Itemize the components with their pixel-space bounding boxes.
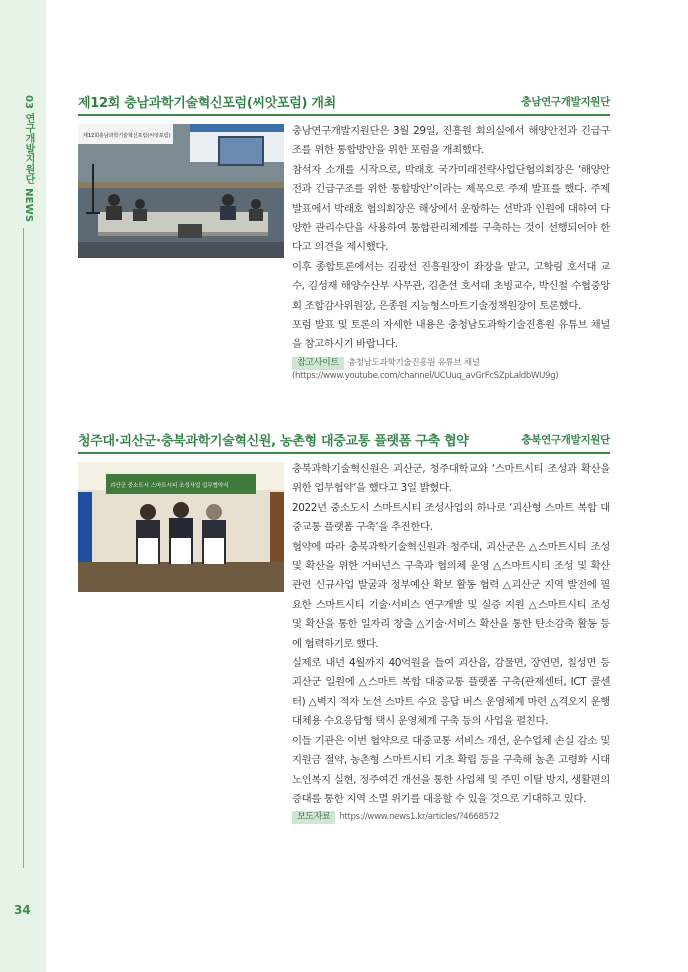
article-body bbox=[292, 460, 610, 824]
paragraph: 협약에 따라 충북과학기술혁신원과 청주대, 괴산군은 △스마트시티 조성 및 확산을 위한 거버넌스 구축과 협의체 운영 △스마트시티 조성 및 확산 관련 신규사업 발굴과 정부예산 확보 활동 협력 △괴산군 지역 발전에 필요한 스마트시티 기술·서비스 연구개발 및 실증 지원 △스마트시티 조성 및 확산을 통한 일자리 창출 △기술·서비스 확산을 통한 탄소감축 활동 등에 협력하기로 했다. bbox=[292, 540, 610, 650]
page-number: 34 bbox=[14, 903, 31, 917]
paragraph: 포럼 발표 및 토론의 자세한 내용은 충청남도과학기술진흥원 유튜브 채널을 참고하시기 바랍니다. bbox=[292, 319, 610, 351]
article-org: 충남연구개발지원단 bbox=[521, 96, 610, 108]
reference-tag: 참고사이트 bbox=[292, 357, 344, 370]
side-divider bbox=[23, 228, 24, 868]
article-agreement bbox=[78, 430, 610, 823]
paragraph: 실제로 내년 4월까지 40억원을 들여 괴산읍, 감물면, 장연면, 칠성면 등 괴산군 일원에 △스마트 복합 대중교통 플랫폼 구축(관제센터, ICT 콜센터) △벽지 적자 노선 스마트 수요 응답 버스 운영체계 마련 △격오지 운행 대체용 수요응답형 택시 운영체계 구축 등의 사업을 펼친다. bbox=[292, 657, 610, 728]
article-body bbox=[292, 122, 610, 383]
paragraph: 참석자 소개를 시작으로, 박래호 국가미래전략사업단협의회장은 ‘해양안전과 긴급구조를 위한 통합방안’이라는 제목으로 주제 발표를 했다. 주제발표에서 박래호 협의회장은 해상에서 운항하는 선박과 인원에 대하여 다양한 관리수단을 사용하여 통합관리체계를 구축하는 것이 선행되어야 한다고 의견을 제시했다. bbox=[292, 163, 610, 254]
article-title: 제12회 충남과학기술혁신포럼(씨앗포럼) 개최 bbox=[78, 96, 336, 111]
photo-banner-text: 제12회충남과학기술혁신포럼(씨앗포럼) bbox=[83, 133, 171, 139]
paragraph: 2022년 중소도시 스마트시티 조성사업의 하나로 ‘괴산형 스마트 복합 대중교통 플랫폼 구축’을 추진한다. bbox=[292, 501, 610, 534]
paragraph: 이들 기관은 이번 협약으로 대중교통 서비스 개선, 운수업체 손실 감소 및 지원금 절약, 농촌형 스마트시티 기초 확립 등을 구축해 농촌 고령화 시대 노인복지 실현, 정주여건 개선을 통한 사업체 및 주민 이탈 방지, 생활편의 증대를 통한 지역 소멸 위기를 대응할 수 있을 것으로 기대하고 있다. bbox=[292, 734, 610, 805]
article-title: 청주대·괴산군·충북과학기술혁신원, 농촌형 대중교통 플랫폼 구축 협약 bbox=[78, 434, 469, 449]
reference-link[interactable]: https://www.news1.kr/articles/?4668572 bbox=[339, 812, 499, 823]
reference bbox=[292, 357, 610, 383]
photo-banner-text: 괴산군 중소도시 스마트시티 조성사업 업무협약식 bbox=[110, 483, 229, 489]
paragraph: 충북과학기술혁신원은 괴산군, 청주대학교와 ‘스마트시티 조성과 확산을 위한 업무협약’을 했다고 3일 밝혔다. bbox=[292, 463, 610, 495]
reference-text: 충청남도과학기술진흥원 유튜브 채널 bbox=[347, 357, 480, 368]
reference-link[interactable]: (https://www.youtube.com/channel/UCUuq_avGrFcSZpLaldbWU9g) bbox=[292, 370, 559, 381]
article-header bbox=[78, 430, 610, 454]
article-header bbox=[78, 92, 610, 116]
paragraph: 이후 종합토론에서는 김광선 진흥원장이 좌장을 맡고, 고학림 호서대 교수, 김성재 해양수산부 사무관, 김춘선 호서대 초빙교수, 박신철 수협중앙회 조합감사위원장, 은종원 지능형스마트기술정책원장이 토론했다. bbox=[292, 260, 610, 312]
agreement-photo bbox=[78, 462, 284, 592]
article-forum bbox=[78, 92, 610, 381]
forum-photo bbox=[78, 124, 284, 258]
reference-tag: 보도자료 bbox=[292, 811, 335, 824]
paragraph: 충남연구개발지원단은 3월 29일, 진흥원 회의실에서 해양안전과 긴급구조를 위한 통합방안을 위한 포럼을 개최했다. bbox=[292, 125, 610, 157]
section-label: 03 연구개발지원단 NEWS bbox=[23, 95, 34, 223]
article-org: 충북연구개발지원단 bbox=[521, 434, 610, 446]
reference bbox=[292, 811, 610, 824]
